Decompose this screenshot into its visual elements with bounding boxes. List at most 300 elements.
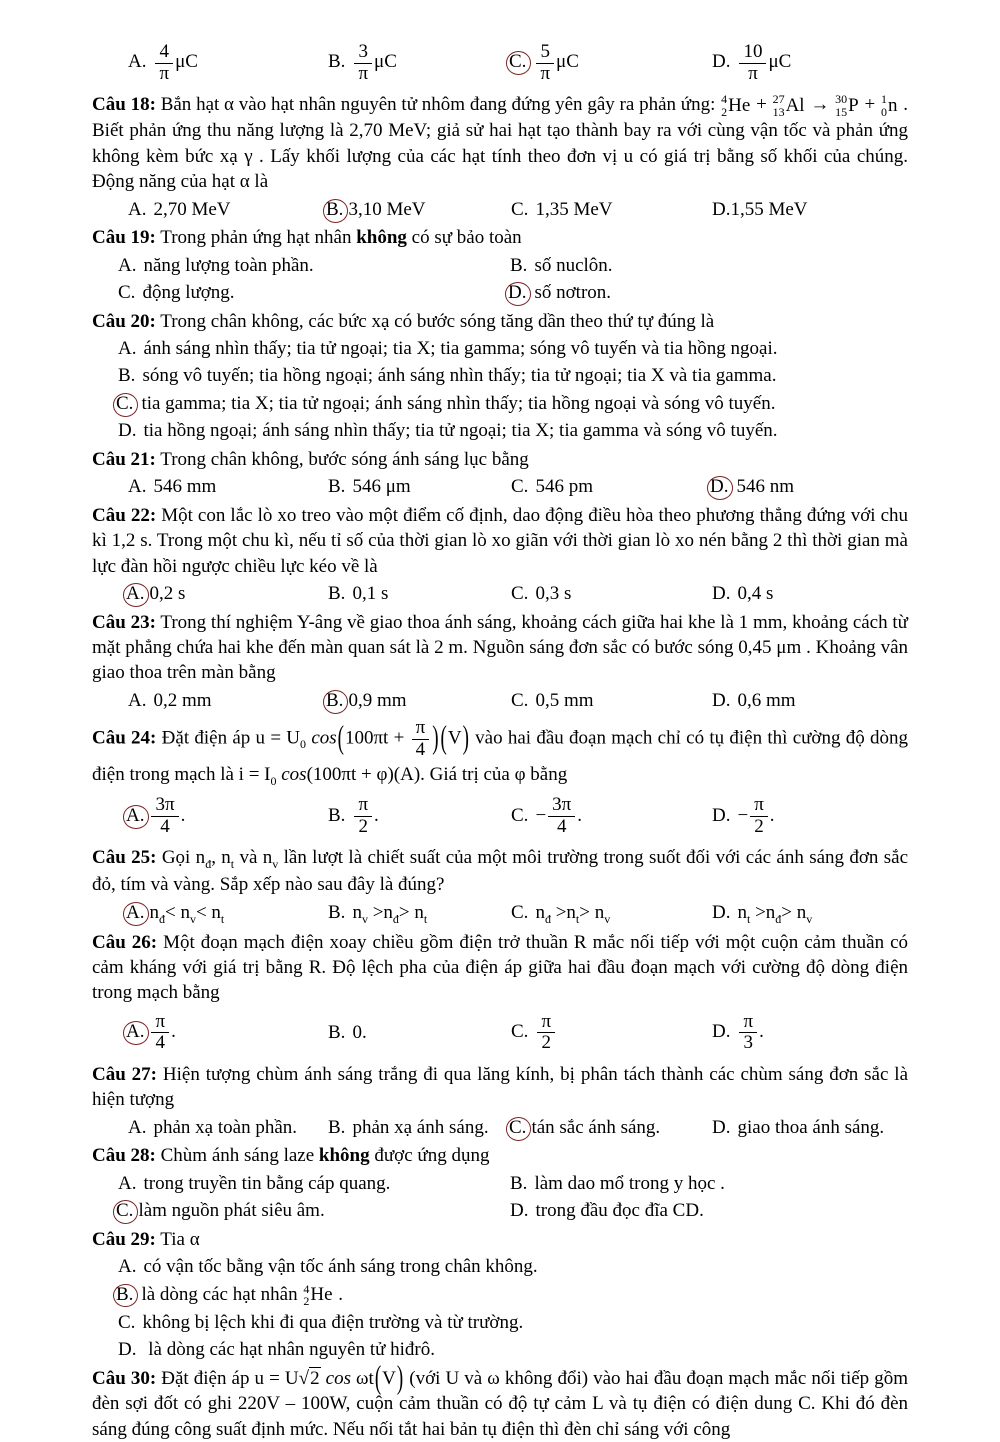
text-run: . [769, 804, 775, 826]
text-run: lần lượt là chiết suất của một môi trường trong suốt đối với các ánh sáng đơn sắc đỏ, tím và vàng. Sắp xếp nào sau đây là đúng? [92, 847, 909, 896]
text-run: . [333, 1283, 343, 1305]
option-text [141, 393, 775, 414]
text-run: số nơtron. [534, 282, 612, 304]
nuclide-numbers [773, 93, 785, 118]
mass-number: 4 [721, 92, 728, 107]
answer-circle: C. [113, 1200, 138, 1224]
option-17-options-D [712, 40, 908, 86]
option-25-D [712, 900, 908, 927]
option-24-A [128, 793, 328, 839]
text-run: 546 pm [535, 476, 593, 498]
option-letter: D. [712, 1116, 731, 1138]
option-26-A [128, 1010, 328, 1056]
option-17-options-A [128, 40, 328, 86]
text-run: tia gamma; tia X; tia tử ngoại; ánh sáng nhìn thấy; tia hồng ngoại và sóng vô tuyến. [141, 392, 776, 414]
option-20-C [118, 391, 908, 416]
options-29 [92, 1254, 908, 1363]
question-body [92, 1143, 908, 1168]
text-run: 546 nm [736, 476, 795, 498]
option-28-B [510, 1171, 908, 1196]
option-text [737, 41, 792, 84]
text-run: Trong chân không, các bức xạ có bước sóng tăng dần theo thứ tự đúng là [160, 310, 715, 332]
option-letter: C. [511, 689, 529, 711]
option-text [149, 1010, 176, 1054]
text-run: Một đoạn mạch điện xoay chiều gồm điện trở thuần R mắc nối tiếp với một cuộn cảm thuần có cảm kháng với giá trị bằng R. Độ lệch pha của điện áp giữa hai đầu đoạn mạch với cường độ dòng điện trong mạch bằng [92, 931, 909, 1004]
text-run: + [859, 94, 880, 116]
answer-circle: A. [123, 805, 149, 829]
option-letter: C. [511, 901, 529, 923]
option-18-B [328, 197, 511, 222]
option-29-B [118, 1282, 908, 1308]
option-23-C [511, 688, 712, 713]
text-run: Gọi n [161, 847, 206, 869]
option-29-C [118, 1310, 908, 1335]
option-text [153, 199, 230, 220]
text-run: V [382, 1367, 396, 1389]
option-text [348, 690, 406, 711]
option-27-B [328, 1115, 511, 1140]
options-21 [92, 474, 908, 499]
fraction [354, 42, 372, 84]
fraction-denominator: π [354, 63, 372, 85]
option-27-A [128, 1115, 328, 1140]
question-body [92, 610, 908, 686]
bold-text-run: không [356, 227, 407, 249]
fraction [151, 1012, 169, 1054]
text-run: μC [768, 51, 792, 73]
text-run: 0,9 mm [348, 689, 407, 711]
text-run: n [535, 901, 545, 923]
option-22-B [328, 581, 511, 606]
option-29-A [118, 1254, 908, 1279]
question-22 [92, 503, 908, 607]
text-run: 546 mm [153, 476, 217, 498]
atomic-number: 0 [881, 104, 887, 119]
text-run: . [171, 1021, 176, 1043]
text-run: μC [175, 51, 198, 73]
question-body [92, 92, 908, 195]
option-text [535, 476, 593, 497]
nuclide-numbers [721, 93, 727, 118]
option-24-D [712, 793, 908, 839]
fraction-numerator: 3π [155, 794, 175, 816]
fraction-denominator: 2 [750, 816, 768, 838]
option-19-A [118, 253, 510, 278]
nuclide-notation [835, 93, 859, 118]
options-20 [92, 336, 908, 444]
text-run: + [751, 94, 772, 116]
big-parenthesis: ( [374, 1359, 382, 1397]
option-text [352, 1117, 488, 1138]
option-text [737, 583, 773, 604]
option-letter: A. [128, 689, 147, 711]
option-text [737, 1117, 884, 1138]
text-run: Bắn hạt α vào hạt nhân nguyên tử nhôm đang đứng yên gây ra phản ứng: [160, 94, 721, 116]
option-26-B [328, 1020, 511, 1045]
options-18 [92, 197, 908, 222]
mass-number: 30 [835, 92, 848, 107]
text-run: . [180, 804, 186, 826]
options-25 [92, 900, 908, 927]
option-text [352, 794, 379, 837]
text-run: sóng vô tuyến; tia hồng ngoại; ánh sáng nhìn thấy; tia tử ngoại; tia X và tia gamma. [142, 365, 777, 387]
text-run: có sự bảo toàn [406, 227, 522, 249]
option-letter: C. [511, 198, 529, 220]
option-text [352, 476, 410, 497]
atomic-number: 2 [303, 1294, 310, 1309]
answer-circle: A. [123, 1021, 149, 1045]
text-run: μC [374, 51, 397, 73]
option-27-D [712, 1115, 908, 1140]
fraction-denominator: π [536, 63, 554, 85]
option-21-A [128, 474, 328, 499]
subscript: v [189, 911, 196, 926]
option-text [737, 794, 775, 837]
text-run: μC [556, 51, 579, 73]
question-label: Câu 18: [92, 94, 156, 116]
atomic-number: 15 [835, 104, 848, 119]
question-body [92, 225, 908, 250]
option-letter: A. [128, 1116, 147, 1138]
question-label: Câu 29: [92, 1228, 156, 1250]
option-text [141, 1281, 343, 1309]
text-run: , n [211, 847, 231, 869]
text-run: trong đầu đọc đĩa CD. [535, 1200, 704, 1222]
fraction-numerator: 3 [358, 41, 368, 62]
question-21 [92, 447, 908, 500]
text-run: và n [234, 847, 273, 869]
nuclide-notation [721, 93, 750, 118]
element-symbol: P [848, 94, 859, 116]
option-text [153, 476, 216, 497]
text-run: > n [781, 901, 807, 923]
text-run: < n [195, 901, 221, 923]
option-letter: B. [510, 1172, 528, 1194]
option-letter: D. [712, 51, 731, 73]
text-run: > n [579, 901, 605, 923]
option-text [736, 476, 794, 497]
option-letter: A. [128, 198, 147, 220]
fraction-numerator: 5 [540, 41, 550, 62]
question-label: Câu 23: [92, 611, 156, 633]
answer-circle: C. [113, 393, 138, 417]
nuclide-notation [773, 93, 805, 118]
options-17-options [92, 40, 908, 86]
option-text [352, 583, 388, 604]
text-run: Đặt điện áp u = U [161, 1367, 299, 1389]
option-letter: D. [118, 420, 137, 442]
fraction-numerator: π [541, 1010, 552, 1032]
option-18-C [511, 197, 712, 222]
answer-circle: C. [506, 1117, 531, 1141]
question-30 [92, 1359, 909, 1442]
element-symbol: He [310, 1284, 333, 1306]
option-text [153, 690, 211, 711]
option-17-options-B [328, 40, 511, 86]
text-run: 0. [352, 1022, 367, 1044]
text-run: 2,70 MeV [153, 198, 231, 220]
option-19-B [510, 253, 908, 278]
options-27 [92, 1115, 908, 1140]
text-run: − [535, 804, 547, 826]
option-text [534, 282, 611, 303]
answer-circle: B. [323, 199, 348, 223]
text-run: < n [164, 901, 190, 923]
option-letter: B. [328, 804, 346, 826]
text-run: (với U và ω không đổi) vào hai đầu đoạn mạch mắc nối tiếp gồm đèn sợi đốt có ghi 220V – 100W, cuộn cảm thuần có độ tự cảm L và tụ điện có điện dung C. Khi đó đèn sáng đúng công suất định mức. Nếu nối tắt hai bản tụ điện thì đèn chỉ sáng với công [92, 1367, 909, 1440]
text-run: Đặt điện áp u = U [161, 727, 301, 749]
question-17-options [92, 40, 908, 86]
question-body [92, 845, 908, 897]
option-23-B [328, 688, 511, 713]
option-text [153, 41, 198, 84]
option-letter: B. [328, 901, 346, 923]
italic-text-run: cos [311, 727, 337, 749]
text-run: 0,2 mm [153, 689, 212, 711]
subscript: t [746, 911, 751, 926]
question-24 [92, 716, 908, 839]
subscript: t [220, 911, 225, 926]
option-19-D [510, 280, 908, 305]
text-run: n [737, 901, 747, 923]
question-27 [92, 1062, 908, 1140]
option-text [143, 420, 777, 441]
option-28-D [510, 1198, 908, 1223]
text-run: 0,5 mm [535, 689, 594, 711]
text-run: Chùm ánh sáng laze [160, 1145, 319, 1167]
text-run: → [805, 94, 835, 116]
text-run: 546 μm [352, 476, 411, 498]
question-body [92, 309, 908, 334]
subscript: t [230, 857, 235, 872]
option-22-C [511, 581, 712, 606]
option-letter: A. [128, 51, 147, 73]
text-run: 0,3 s [535, 583, 572, 605]
radicand: 2 [310, 1367, 320, 1389]
option-text [535, 690, 593, 711]
fraction-numerator: π [754, 794, 764, 816]
option-letter: A. [118, 1172, 137, 1194]
subscript: v [272, 857, 279, 872]
text-run: − [737, 804, 749, 826]
fraction-denominator: 2 [537, 1032, 555, 1054]
text-run: là dòng các hạt nhân nguyên tử hiđrô. [143, 1339, 436, 1361]
fraction-numerator: π [415, 717, 426, 739]
option-text [348, 199, 425, 220]
text-run: 1,35 MeV [535, 198, 613, 220]
text-run: n [352, 901, 362, 923]
text-run: làm dao mổ trong y học . [534, 1172, 725, 1194]
text-run: n [149, 901, 159, 923]
question-label: Câu 30: [92, 1367, 157, 1389]
option-letter: B. [328, 51, 346, 73]
option-text [352, 41, 397, 84]
option-28-A [118, 1171, 510, 1196]
option-letter: C. [118, 282, 136, 304]
option-17-options-C [511, 40, 712, 86]
nuclide-notation [303, 1282, 332, 1307]
option-text [142, 1312, 523, 1333]
option-letter: D. [712, 583, 731, 605]
option-text [531, 1117, 660, 1138]
option-text [352, 1022, 366, 1043]
option-text [535, 583, 571, 604]
option-21-C [511, 474, 712, 499]
option-18-D [712, 197, 908, 222]
text-run: >n [367, 901, 393, 923]
question-label: Câu 21: [92, 448, 156, 470]
option-21-B [328, 474, 511, 499]
answer-circle: A. [123, 902, 149, 926]
fraction-numerator: 3π [552, 794, 572, 816]
text-run: tán sắc ánh sáng. [531, 1116, 661, 1138]
fraction-numerator: 10 [743, 41, 763, 62]
option-24-B [328, 793, 511, 839]
option-text [143, 1173, 390, 1194]
subscript: t [423, 911, 428, 926]
text-run: V [447, 727, 462, 749]
option-letter: B. [328, 1022, 346, 1044]
question-18 [92, 92, 908, 222]
text-run: làm nguồn phát siêu âm. [138, 1200, 325, 1222]
options-19 [92, 253, 908, 306]
text-run: . [577, 804, 582, 826]
fraction-denominator: 4 [151, 1032, 169, 1054]
subscript: đ [392, 911, 399, 926]
text-run: là dòng các hạt nhân [141, 1283, 303, 1305]
text-run: >n [550, 901, 576, 923]
option-23-D [712, 688, 908, 713]
question-25 [92, 845, 908, 926]
text-run: 3,10 MeV [348, 198, 426, 220]
option-letter: C. [118, 1311, 136, 1333]
question-body [92, 503, 908, 579]
answer-circle: C. [506, 51, 531, 75]
option-22-A [128, 581, 328, 606]
subscript: đ [775, 911, 782, 926]
question-label: Câu 19: [92, 227, 156, 249]
fraction [739, 1012, 757, 1054]
option-text [534, 41, 579, 84]
question-23 [92, 610, 908, 714]
text-run: phản xạ toàn phần. [153, 1116, 297, 1138]
option-letter: D. [712, 1021, 731, 1043]
fraction-denominator: 4 [151, 816, 178, 838]
atomic-number: 2 [721, 104, 728, 119]
question-label: Câu 27: [92, 1063, 157, 1085]
option-25-C [511, 900, 712, 927]
option-22-D [712, 581, 908, 606]
text-run: ánh sáng nhìn thấy; tia tử ngoại; tia X; tia gamma; sóng vô tuyến và tia hồng ngoại. [143, 338, 778, 360]
option-23-A [128, 688, 328, 713]
big-parenthesis: ) [432, 719, 439, 757]
option-text [352, 901, 428, 926]
element-symbol: He [728, 94, 751, 116]
fraction [548, 795, 575, 837]
question-body [92, 1359, 909, 1442]
subscript: 0 [270, 774, 277, 789]
subscript: t [575, 911, 580, 926]
nuclide-numbers [881, 93, 887, 118]
fraction [354, 795, 372, 837]
mass-number: 27 [772, 92, 785, 107]
options-23 [92, 688, 908, 713]
text-run: được ứng dụng [369, 1145, 490, 1167]
text-run: 1,55 MeV [730, 198, 808, 220]
option-text [149, 901, 225, 926]
option-text [153, 1117, 297, 1138]
option-text [534, 1173, 725, 1194]
mass-number: 1 [881, 92, 887, 107]
option-letter: C. [511, 476, 529, 498]
question-29 [92, 1227, 908, 1363]
fraction-numerator: π [743, 1010, 754, 1032]
text-run: Tia α [160, 1228, 200, 1250]
fraction [739, 42, 766, 84]
option-text [730, 199, 807, 220]
option-28-C [118, 1198, 510, 1223]
answer-circle: D. [707, 476, 733, 500]
fraction-numerator: π [155, 1010, 166, 1032]
option-letter: B. [328, 476, 346, 498]
option-letter: B. [510, 254, 528, 276]
option-29-D [118, 1337, 908, 1362]
option-text [143, 1339, 435, 1360]
text-run: có vận tốc bằng vận tốc ánh sáng trong chân không. [143, 1256, 538, 1278]
text-run: 0,2 s [149, 583, 186, 605]
italic-text-run: cos [325, 1367, 351, 1389]
subscript: đ [205, 857, 212, 872]
text-run: . [374, 804, 379, 826]
subscript: v [361, 911, 368, 926]
text-run: năng lượng toàn phần. [143, 254, 314, 276]
option-letter: A. [118, 338, 137, 360]
question-26 [92, 930, 908, 1056]
option-text [535, 901, 611, 926]
subscript: 0 [300, 737, 307, 752]
mass-number: 4 [303, 1281, 310, 1296]
text-run: . [759, 1021, 764, 1043]
option-text [737, 1010, 764, 1054]
option-letter: B. [118, 365, 136, 387]
option-19-C [118, 280, 510, 305]
question-label: Câu 20: [92, 310, 156, 332]
subscript: v [806, 911, 813, 926]
question-28 [92, 1143, 908, 1223]
text-run: phản xạ ánh sáng. [352, 1116, 489, 1138]
fraction [412, 718, 430, 760]
text-run: >n [750, 901, 776, 923]
option-text [138, 1200, 324, 1221]
question-label: Câu 28: [92, 1145, 156, 1167]
option-20-A [118, 336, 908, 361]
options-28 [92, 1171, 908, 1224]
big-parenthesis: ) [396, 1359, 404, 1397]
question-body [92, 1062, 908, 1113]
fraction [750, 795, 768, 837]
text-run: 0,6 mm [737, 689, 796, 711]
fraction [537, 1012, 555, 1054]
fraction-numerator: 4 [159, 41, 170, 62]
text-run: Trong chân không, bước sóng ánh sáng lục bằng [160, 448, 529, 470]
option-letter: D. [118, 1339, 137, 1361]
fraction-numerator: π [358, 794, 369, 816]
option-text [149, 794, 186, 837]
fraction-denominator: π [739, 63, 766, 85]
answer-circle: B. [323, 690, 348, 714]
option-text [535, 1010, 557, 1054]
option-20-D [118, 418, 908, 443]
